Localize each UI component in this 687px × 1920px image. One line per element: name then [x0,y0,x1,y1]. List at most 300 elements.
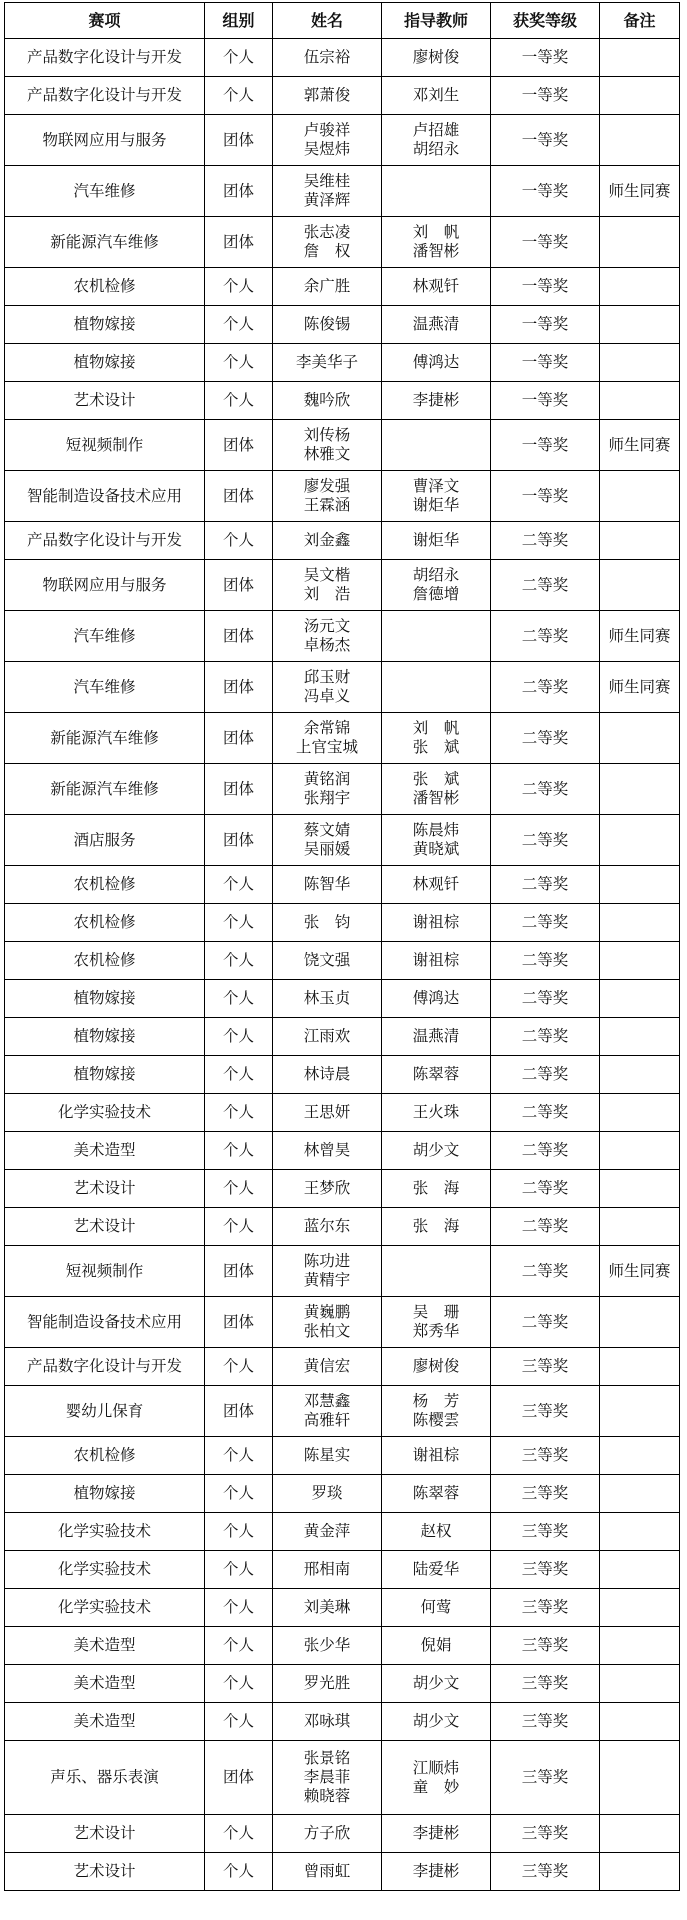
name-cell [273,1297,382,1348]
teacher-name: 林观钎 [412,875,460,893]
teacher-name: 廖树俊 [412,48,460,66]
student-name: 吴煜炜 [303,140,351,158]
teacher-name: 郑秀华 [412,1322,460,1340]
event-cell: 物联网应用与服务 [5,115,205,166]
table-body [5,39,680,1891]
event-cell: 产品数字化设计与开发 [5,39,205,77]
teacher-name: 陈樱雲 [412,1411,460,1429]
name-cell [273,217,382,268]
award-level-cell: 二等奖 [491,713,600,764]
award-level-cell: 三等奖 [491,1627,600,1665]
teacher-name: 谢炬华 [412,531,460,549]
group-cell: 个人 [205,942,273,980]
name-cell [273,1627,382,1665]
event-cell: 化学实验技术 [5,1551,205,1589]
student-name: 黄信宏 [303,1357,351,1375]
student-name: 林诗晨 [303,1065,351,1083]
table-row [5,166,680,217]
award-level-cell: 二等奖 [491,1018,600,1056]
group-cell: 团体 [205,471,273,522]
teacher-name: 刘 帆 [412,223,460,241]
award-level-cell: 一等奖 [491,344,600,382]
group-cell: 个人 [205,1018,273,1056]
award-level-cell: 二等奖 [491,1208,600,1246]
name-cell [273,1589,382,1627]
table-row [5,217,680,268]
note-cell [600,1589,680,1627]
student-name: 曾雨虹 [303,1862,351,1880]
header-award-level: 获奖等级 [491,3,600,39]
group-cell: 团体 [205,1386,273,1437]
student-name: 陈俊锡 [303,315,351,333]
teacher-name: 王火珠 [412,1103,460,1121]
event-cell: 汽车维修 [5,611,205,662]
table-row [5,1246,680,1297]
student-name: 张 钧 [303,913,351,931]
note-cell [600,1132,680,1170]
teacher-name: 张 海 [412,1217,460,1235]
header-group: 组别 [205,3,273,39]
table-row [5,1589,680,1627]
student-name: 郭萧俊 [303,86,351,104]
event-cell: 酒店服务 [5,815,205,866]
teacher-name: 詹德增 [412,585,460,603]
group-cell: 团体 [205,1741,273,1815]
note-cell [600,306,680,344]
event-cell: 汽车维修 [5,662,205,713]
group-cell: 个人 [205,306,273,344]
student-name: 刘 浩 [303,585,351,603]
table-row [5,1853,680,1891]
group-cell: 个人 [205,904,273,942]
student-name: 吴丽媛 [303,840,351,858]
table-row [5,115,680,166]
student-name: 吴文楷 [303,566,351,584]
group-cell: 团体 [205,1246,273,1297]
teacher-name: 张 斌 [412,770,460,788]
name-cell [273,1475,382,1513]
teacher-name: 胡少文 [412,1674,460,1692]
header-teacher: 指导教师 [382,3,491,39]
award-level-cell: 三等奖 [491,1815,600,1853]
student-name: 方子欣 [303,1824,351,1842]
student-name: 陈智华 [303,875,351,893]
award-level-cell: 三等奖 [491,1703,600,1741]
group-cell: 个人 [205,980,273,1018]
award-level-cell: 三等奖 [491,1386,600,1437]
name-cell [273,1132,382,1170]
note-cell [600,904,680,942]
name-cell [273,382,382,420]
group-cell: 团体 [205,611,273,662]
student-name: 魏吟欣 [303,391,351,409]
group-cell: 个人 [205,268,273,306]
teacher-cell [382,1246,491,1297]
teacher-cell [382,1627,491,1665]
note-cell [600,1170,680,1208]
table-row [5,1386,680,1437]
note-cell [600,471,680,522]
teacher-cell [382,980,491,1018]
teacher-name: 曹泽文 [412,477,460,495]
event-cell: 植物嫁接 [5,980,205,1018]
teacher-name: 赵权 [420,1522,452,1540]
event-cell: 植物嫁接 [5,344,205,382]
award-level-cell: 二等奖 [491,1246,600,1297]
teacher-cell [382,866,491,904]
group-cell: 个人 [205,1853,273,1891]
teacher-name: 李捷彬 [412,391,460,409]
award-level-cell: 三等奖 [491,1741,600,1815]
note-cell [600,1208,680,1246]
student-name: 邢相南 [303,1560,351,1578]
teacher-name: 胡绍永 [412,566,460,584]
note-cell [600,1018,680,1056]
teacher-cell [382,1348,491,1386]
header-name: 姓名 [273,3,382,39]
teacher-cell [382,1513,491,1551]
name-cell [273,764,382,815]
group-cell: 个人 [205,1475,273,1513]
student-name: 蓝尔东 [303,1217,351,1235]
student-name: 冯卓义 [303,687,351,705]
event-cell: 新能源汽车维修 [5,217,205,268]
event-cell: 美术造型 [5,1703,205,1741]
student-name: 余广胜 [303,277,351,295]
event-cell: 物联网应用与服务 [5,560,205,611]
award-level-cell: 二等奖 [491,980,600,1018]
group-cell: 个人 [205,1589,273,1627]
student-name: 黄精宇 [303,1271,351,1289]
name-cell [273,942,382,980]
student-name: 上官宝城 [295,738,358,756]
table-row [5,1348,680,1386]
award-level-cell: 二等奖 [491,1132,600,1170]
group-cell: 个人 [205,1348,273,1386]
event-cell: 美术造型 [5,1627,205,1665]
group-cell: 个人 [205,1056,273,1094]
student-name: 刘传杨 [303,426,351,444]
teacher-cell [382,1815,491,1853]
table-row [5,1132,680,1170]
award-level-cell: 二等奖 [491,611,600,662]
event-cell: 农机检修 [5,942,205,980]
event-cell: 新能源汽车维修 [5,713,205,764]
award-level-cell: 二等奖 [491,815,600,866]
note-cell [600,942,680,980]
name-cell [273,1853,382,1891]
name-cell [273,1437,382,1475]
group-cell: 团体 [205,420,273,471]
table-row [5,1815,680,1853]
student-name: 李晨菲 [303,1768,351,1786]
award-level-cell: 一等奖 [491,268,600,306]
group-cell: 团体 [205,713,273,764]
table-row [5,713,680,764]
teacher-name: 谢祖棕 [412,1446,460,1464]
award-level-cell: 三等奖 [491,1348,600,1386]
group-cell: 个人 [205,1551,273,1589]
event-cell: 农机检修 [5,866,205,904]
group-cell: 团体 [205,815,273,866]
event-cell: 艺术设计 [5,1853,205,1891]
student-name: 邓慧鑫 [303,1392,351,1410]
table-header [5,3,680,39]
table-row [5,1094,680,1132]
note-cell: 师生同赛 [600,662,680,713]
table-row [5,815,680,866]
teacher-cell [382,1437,491,1475]
name-cell [273,268,382,306]
note-cell: 师生同赛 [600,166,680,217]
group-cell: 团体 [205,115,273,166]
teacher-cell [382,1741,491,1815]
teacher-name: 邓刘生 [412,86,460,104]
teacher-name: 陈翠蓉 [412,1065,460,1083]
student-name: 高雅轩 [303,1411,351,1429]
table-row [5,306,680,344]
teacher-cell [382,1386,491,1437]
event-cell: 化学实验技术 [5,1094,205,1132]
note-cell [600,344,680,382]
teacher-cell [382,1208,491,1246]
award-table [4,2,680,1891]
teacher-cell [382,815,491,866]
note-cell: 师生同赛 [600,611,680,662]
name-cell [273,1513,382,1551]
student-name: 饶文强 [303,951,351,969]
teacher-cell [382,306,491,344]
table-row [5,522,680,560]
name-cell [273,115,382,166]
note-cell [600,382,680,420]
table-row [5,1437,680,1475]
teacher-cell [382,382,491,420]
note-cell [600,713,680,764]
student-name: 张少华 [303,1636,351,1654]
note-cell [600,77,680,115]
group-cell: 个人 [205,77,273,115]
table-row [5,1475,680,1513]
award-level-cell: 一等奖 [491,115,600,166]
teacher-cell [382,1551,491,1589]
table-row [5,1627,680,1665]
award-level-cell: 三等奖 [491,1589,600,1627]
event-cell: 植物嫁接 [5,306,205,344]
award-level-cell: 一等奖 [491,217,600,268]
name-cell [273,1386,382,1437]
name-cell [273,980,382,1018]
student-name: 李美华子 [295,353,358,371]
table-row [5,1018,680,1056]
teacher-cell [382,1170,491,1208]
student-name: 刘美琳 [303,1598,351,1616]
note-cell [600,1297,680,1348]
group-cell: 个人 [205,382,273,420]
teacher-name: 谢祖棕 [412,913,460,931]
award-level-cell: 三等奖 [491,1437,600,1475]
name-cell [273,1348,382,1386]
table-row [5,1741,680,1815]
award-level-cell: 一等奖 [491,306,600,344]
student-name: 刘金鑫 [303,531,351,549]
name-cell [273,306,382,344]
note-cell [600,115,680,166]
teacher-name: 胡少文 [412,1141,460,1159]
student-name: 卢骏祥 [303,121,351,139]
table-row [5,662,680,713]
group-cell: 个人 [205,1627,273,1665]
teacher-cell [382,1094,491,1132]
teacher-cell [382,1056,491,1094]
award-level-cell: 一等奖 [491,471,600,522]
table-row [5,1551,680,1589]
student-name: 罗琰 [311,1484,343,1502]
note-cell [600,1386,680,1437]
award-level-cell: 二等奖 [491,1170,600,1208]
teacher-cell [382,942,491,980]
group-cell: 团体 [205,166,273,217]
table-row [5,1170,680,1208]
header-event: 赛项 [5,3,205,39]
group-cell: 个人 [205,1437,273,1475]
event-cell: 美术造型 [5,1665,205,1703]
note-cell [600,1665,680,1703]
event-cell: 农机检修 [5,268,205,306]
student-name: 张景铭 [303,1749,351,1767]
teacher-cell [382,1018,491,1056]
name-cell [273,77,382,115]
note-cell [600,866,680,904]
student-name: 邓咏琪 [303,1712,351,1730]
teacher-cell [382,39,491,77]
event-cell: 声乐、器乐表演 [5,1741,205,1815]
group-cell: 团体 [205,764,273,815]
event-cell: 化学实验技术 [5,1589,205,1627]
note-cell [600,1741,680,1815]
note-cell: 师生同赛 [600,1246,680,1297]
table-row [5,420,680,471]
student-name: 张翔宇 [303,789,351,807]
teacher-name: 陆爱华 [412,1560,460,1578]
group-cell: 个人 [205,1170,273,1208]
note-cell [600,815,680,866]
student-name: 廖发强 [303,477,351,495]
teacher-name: 胡少文 [412,1712,460,1730]
teacher-cell [382,1132,491,1170]
event-cell: 艺术设计 [5,1815,205,1853]
name-cell [273,815,382,866]
teacher-name: 潘智彬 [412,789,460,807]
group-cell: 个人 [205,39,273,77]
student-name: 黄泽辉 [303,191,351,209]
teacher-name: 吴 珊 [412,1303,460,1321]
teacher-cell [382,904,491,942]
group-cell: 团体 [205,1297,273,1348]
table-row [5,471,680,522]
teacher-cell [382,420,491,471]
teacher-cell [382,217,491,268]
award-level-cell: 三等奖 [491,1853,600,1891]
table-row [5,1665,680,1703]
name-cell [273,1665,382,1703]
table-row [5,1208,680,1246]
award-level-cell: 一等奖 [491,77,600,115]
student-name: 王思妍 [303,1103,351,1121]
student-name: 江雨欢 [303,1027,351,1045]
teacher-cell [382,268,491,306]
student-name: 余常锦 [303,719,351,737]
group-cell: 个人 [205,1208,273,1246]
teacher-cell [382,1853,491,1891]
award-level-cell: 一等奖 [491,39,600,77]
award-level-cell: 二等奖 [491,764,600,815]
event-cell: 婴幼儿保育 [5,1386,205,1437]
note-cell [600,1853,680,1891]
table-row [5,1513,680,1551]
table-row [5,1297,680,1348]
teacher-cell [382,1665,491,1703]
note-cell [600,1815,680,1853]
group-cell: 个人 [205,1094,273,1132]
note-cell [600,980,680,1018]
name-cell [273,471,382,522]
teacher-name: 林观钎 [412,277,460,295]
student-name: 王霖涵 [303,496,351,514]
teacher-name: 陈晨炜 [412,821,460,839]
award-level-cell: 二等奖 [491,1094,600,1132]
student-name: 陈功进 [303,1252,351,1270]
award-level-cell: 一等奖 [491,382,600,420]
teacher-cell [382,344,491,382]
event-cell: 艺术设计 [5,382,205,420]
student-name: 罗光胜 [303,1674,351,1692]
student-name: 张志凌 [303,223,351,241]
award-level-cell: 一等奖 [491,420,600,471]
event-cell: 智能制造设备技术应用 [5,471,205,522]
event-cell: 美术造型 [5,1132,205,1170]
note-cell [600,1475,680,1513]
table-row [5,904,680,942]
note-cell [600,1513,680,1551]
event-cell: 植物嫁接 [5,1018,205,1056]
note-cell [600,39,680,77]
group-cell: 个人 [205,1703,273,1741]
event-cell: 产品数字化设计与开发 [5,77,205,115]
student-name: 黄铭润 [303,770,351,788]
student-name: 卓杨杰 [303,636,351,654]
teacher-name: 李捷彬 [412,1862,460,1880]
teacher-name: 温燕清 [412,315,460,333]
table-row [5,942,680,980]
student-name: 陈星实 [303,1446,351,1464]
event-cell: 短视频制作 [5,1246,205,1297]
teacher-name: 廖树俊 [412,1357,460,1375]
student-name: 林曾昊 [303,1141,351,1159]
note-cell: 师生同赛 [600,420,680,471]
event-cell: 艺术设计 [5,1208,205,1246]
name-cell [273,866,382,904]
table-row [5,1703,680,1741]
note-cell [600,217,680,268]
award-level-cell: 二等奖 [491,1297,600,1348]
name-cell [273,560,382,611]
table-row [5,1056,680,1094]
group-cell: 团体 [205,217,273,268]
event-cell: 新能源汽车维修 [5,764,205,815]
name-cell [273,420,382,471]
teacher-name: 潘智彬 [412,242,460,260]
